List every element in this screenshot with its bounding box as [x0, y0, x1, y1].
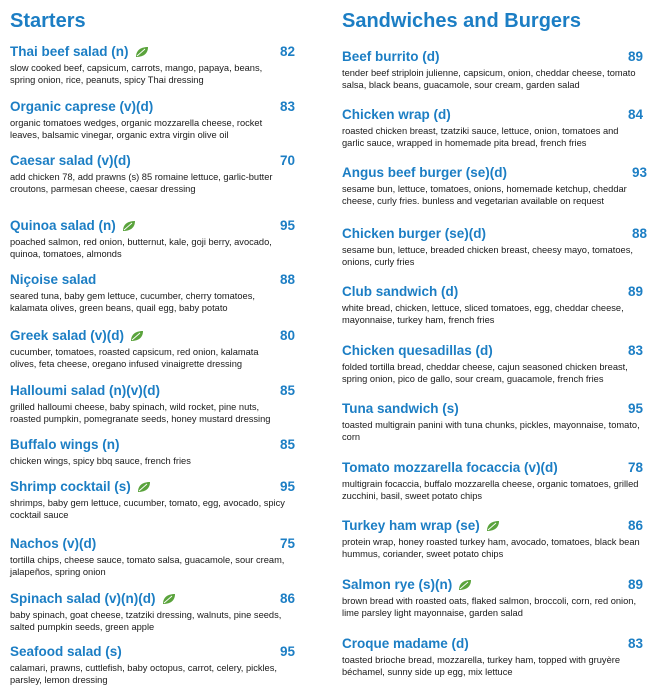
menu-item — [342, 460, 642, 502]
menu-item-name-text: Quinoa salad (n) — [10, 218, 116, 233]
menu-item-name-text: Tomato mozzarella focaccia (v)(d) — [342, 460, 558, 475]
menu-item-name-text: Chicken quesadillas (d) — [342, 343, 493, 358]
menu-item-name — [342, 460, 558, 475]
vegetarian-leaf-icon — [122, 220, 136, 232]
menu-item — [342, 636, 642, 678]
menu-item-price: 84 — [628, 107, 644, 122]
menu-item-description: toasted brioche bread, mozzarella, turkey ham, topped with gruyère béchamel, sunny side up egg, mix lettuce — [342, 655, 621, 677]
menu-item-description: sesame bun, lettuce, breaded chicken breast, cheesy mayo, tomatoes, onions, curly fries — [342, 245, 633, 267]
menu-item-title-row — [342, 226, 648, 244]
menu-item-price: 70 — [280, 153, 296, 168]
menu-item-name-text: Turkey ham wrap (se) — [342, 518, 480, 533]
menu-item — [342, 284, 642, 326]
menu-item-title-row — [342, 343, 642, 361]
menu-item-title-row — [10, 328, 296, 346]
menu-item-description: toasted multigrain panini with tuna chunks, pickles, mayonnaise, tomato, corn — [342, 420, 640, 442]
menu-item-description: cucumber, tomatoes, roasted capsicum, red onion, kalamata olives, feta cheese, oregano infused vinaigrette dressing — [10, 347, 259, 369]
menu-item — [10, 99, 296, 141]
menu-item-title-row — [342, 284, 642, 302]
menu-item-price: 85 — [280, 383, 296, 398]
menu-item-name-text: Seafood salad (s) — [10, 644, 122, 659]
menu-item-name — [10, 44, 149, 59]
sandwiches-heading: Sandwiches and Burgers — [342, 10, 581, 32]
menu-item-name — [10, 536, 96, 551]
menu-item-name — [342, 518, 500, 533]
menu-item-title-row — [342, 577, 642, 595]
menu-item — [10, 218, 296, 260]
menu-item-price: 75 — [280, 536, 296, 551]
menu-item-description: grilled halloumi cheese, baby spinach, wild rocket, pine nuts, roasted pumpkin, pomegranate seeds, honey mustard dressing — [10, 402, 271, 424]
menu-item — [10, 479, 296, 521]
menu-item-name — [342, 577, 472, 592]
menu-item — [10, 272, 296, 314]
menu-item-description: sesame bun, lettuce, tomatoes, onions, homemade ketchup, cheddar cheese, curly fries. bunless and vegetarian available on request — [342, 184, 627, 206]
menu-item — [10, 383, 296, 425]
vegetarian-leaf-icon — [162, 593, 176, 605]
menu-item — [342, 401, 642, 443]
menu-item-title-row — [10, 536, 296, 554]
menu-item-name-text: Buffalo wings (n) — [10, 437, 120, 452]
menu-item-price: 83 — [280, 99, 296, 114]
menu-item-description: folded tortilla bread, cheddar cheese, cajun seasoned chicken breast, spring onion, pico de gallo, sour cream, guacamole, french fries — [342, 362, 628, 384]
menu-item-price: 95 — [280, 644, 296, 659]
menu-item-price: 85 — [280, 437, 296, 452]
vegetarian-leaf-icon — [137, 481, 151, 493]
menu-item-name-text: Club sandwich (d) — [342, 284, 459, 299]
menu-item-name — [342, 343, 493, 358]
menu-item-name — [342, 284, 458, 299]
menu-item — [342, 165, 648, 207]
menu-item-name — [10, 437, 119, 452]
menu-item-name — [10, 328, 144, 343]
menu-item-name-text: Nachos (v)(d) — [10, 536, 97, 551]
menu-item — [342, 577, 642, 619]
menu-item-price: 89 — [628, 284, 644, 299]
menu-item-price: 80 — [280, 328, 296, 343]
menu-item-description: multigrain focaccia, buffalo mozzarella cheese, organic tomatoes, grilled zucchini, basil, sweet potato chips — [342, 479, 639, 501]
menu-item-price: 89 — [628, 577, 644, 592]
menu-item-title-row — [342, 165, 648, 183]
menu-item-price: 78 — [628, 460, 644, 475]
menu-item-price: 89 — [628, 49, 644, 64]
menu-item-title-row — [10, 44, 296, 62]
menu-item — [342, 518, 642, 560]
menu-item-name — [10, 218, 136, 233]
menu-item-description: white bread, chicken, lettuce, sliced tomatoes, egg, cheddar cheese, mayonnaise, turkey ham, french fries — [342, 303, 624, 325]
menu-item — [342, 226, 648, 268]
menu-item-name — [10, 153, 131, 168]
menu-item-name-text: Tuna sandwich (s) — [342, 401, 459, 416]
menu-item-name — [342, 49, 440, 64]
menu-item-name-text: Caesar salad (v)(d) — [10, 153, 131, 168]
menu-item-description: tender beef striploin julienne, capsicum, onion, cheddar cheese, tomato salsa, black beans, guacamole, sour cream, garden salad — [342, 68, 636, 90]
menu-item-description: protein wrap, honey roasted turkey ham, avocado, tomatoes, black bean hummus, coriander, sweet potato chips — [342, 537, 640, 559]
menu-item-title-row — [10, 218, 296, 236]
menu-item-price: 95 — [280, 479, 296, 494]
menu-item-price: 95 — [628, 401, 644, 416]
vegetarian-leaf-icon — [130, 330, 144, 342]
menu-item-title-row — [10, 272, 296, 290]
vegetarian-leaf-icon — [135, 46, 149, 58]
starters-heading: Starters — [10, 10, 86, 32]
menu-item-name-text: Spinach salad (v)(n)(d) — [10, 591, 156, 606]
menu-item-price: 82 — [280, 44, 296, 59]
menu-item-name — [10, 644, 122, 659]
menu-item — [342, 343, 642, 385]
menu-item — [10, 44, 296, 86]
menu-item-name-text: Niçoise salad — [10, 272, 97, 287]
menu-item — [10, 644, 296, 686]
menu-item-name — [342, 636, 469, 651]
menu-item-title-row — [342, 636, 642, 654]
menu-item-title-row — [10, 644, 296, 662]
menu-item-price: 95 — [280, 218, 296, 233]
menu-item-title-row — [342, 49, 642, 67]
menu-item-description: roasted chicken breast, tzatziki sauce, lettuce, onion, tomatoes and garlic sauce, wrapped in homemade pita bread, french fries — [342, 126, 619, 148]
menu-item-name-text: Organic caprese (v)(d) — [10, 99, 154, 114]
menu-item-name-text: Beef burrito (d) — [342, 49, 440, 64]
menu-item-name-text: Thai beef salad (n) — [10, 44, 129, 59]
menu-item — [342, 107, 642, 149]
menu-item — [10, 328, 296, 370]
menu-item-name-text: Angus beef burger (se)(d) — [342, 165, 508, 180]
menu-item-price: 86 — [628, 518, 644, 533]
menu-item-description: seared tuna, baby gem lettuce, cucumber, cherry tomatoes, kalamata olives, green beans, quail egg, baby potato — [10, 291, 255, 313]
menu-item — [10, 153, 296, 195]
menu-item-name-text: Chicken burger (se)(d) — [342, 226, 487, 241]
menu-item-title-row — [342, 107, 642, 125]
menu-item-name-text: Salmon rye (s)(n) — [342, 577, 453, 592]
menu-item-name — [10, 99, 153, 114]
menu-item-title-row — [10, 383, 296, 401]
menu-item-description: poached salmon, red onion, butternut, kale, goji berry, avocado, quinoa, tomatoes, almonds — [10, 237, 272, 259]
menu-item-name-text: Shrimp cocktail (s) — [10, 479, 131, 494]
menu-item-name-text: Croque madame (d) — [342, 636, 469, 651]
menu-item-description: brown bread with roasted oats, flaked salmon, broccoli, corn, red onion, lime parsley light mayonnaise, garden salad — [342, 596, 637, 618]
menu-item-title-row — [10, 99, 296, 117]
menu-item-title-row — [10, 437, 296, 455]
menu-item-description: tortilla chips, cheese sauce, tomato salsa, guacamole, sour cream, jalapeños, spring onion — [10, 555, 285, 577]
menu-item-description: calamari, prawns, cuttlefish, baby octopus, carrot, celery, pickles, parsley, lemon dressing — [10, 663, 277, 685]
menu-item-description: baby spinach, goat cheese, tzatziki dressing, walnuts, pine seeds, salted pumpkin seeds, green apple — [10, 610, 282, 632]
menu-item-price: 86 — [280, 591, 296, 606]
menu-item-price: 88 — [632, 226, 648, 241]
menu-item-title-row — [342, 518, 642, 536]
menu-item-title-row — [10, 479, 296, 497]
menu-item-title-row — [342, 401, 642, 419]
menu-item-name — [10, 479, 151, 494]
vegetarian-leaf-icon — [486, 520, 500, 532]
menu-item-name — [342, 107, 451, 122]
menu-item-name-text: Halloumi salad (n)(v)(d) — [10, 383, 161, 398]
menu-item — [342, 49, 642, 91]
menu-item-name — [342, 226, 486, 241]
menu-item-name — [342, 165, 507, 180]
menu-item-price: 83 — [628, 636, 644, 651]
menu-item-title-row — [342, 460, 642, 478]
menu-item-name — [10, 591, 176, 606]
menu-item-name-text: Chicken wrap (d) — [342, 107, 451, 122]
menu-item-title-row — [10, 591, 296, 609]
menu-item-price: 88 — [280, 272, 296, 287]
menu-item-price: 93 — [632, 165, 648, 180]
menu-item-name — [10, 272, 96, 287]
menu-item-description: organic tomatoes wedges, organic mozzarella cheese, rocket leaves, balsamic vinegar, organic extra virgin olive oil — [10, 118, 263, 140]
vegetarian-leaf-icon — [458, 579, 472, 591]
menu-item-description: shrimps, baby gem lettuce, cucumber, tomato, egg, avocado, spicy cocktail sauce — [10, 498, 285, 520]
menu-item-title-row — [10, 153, 296, 171]
menu-item-description: chicken wings, spicy bbq sauce, french fries — [10, 456, 191, 466]
menu-item-name-text: Greek salad (v)(d) — [10, 328, 125, 343]
menu-item-price: 83 — [628, 343, 644, 358]
menu-item — [10, 536, 296, 578]
menu-item-name — [10, 383, 160, 398]
menu-item — [10, 591, 296, 633]
menu-item — [10, 437, 296, 468]
menu-item-description: slow cooked beef, capsicum, carrots, mango, papaya, beans, spring onion, rice, peanuts, spicy Thai dressing — [10, 63, 263, 85]
menu-item-name — [342, 401, 459, 416]
menu-item-description: add chicken 78, add prawns (s) 85 romaine lettuce, garlic-butter croutons, parmesan cheese, caesar dressing — [10, 172, 273, 194]
